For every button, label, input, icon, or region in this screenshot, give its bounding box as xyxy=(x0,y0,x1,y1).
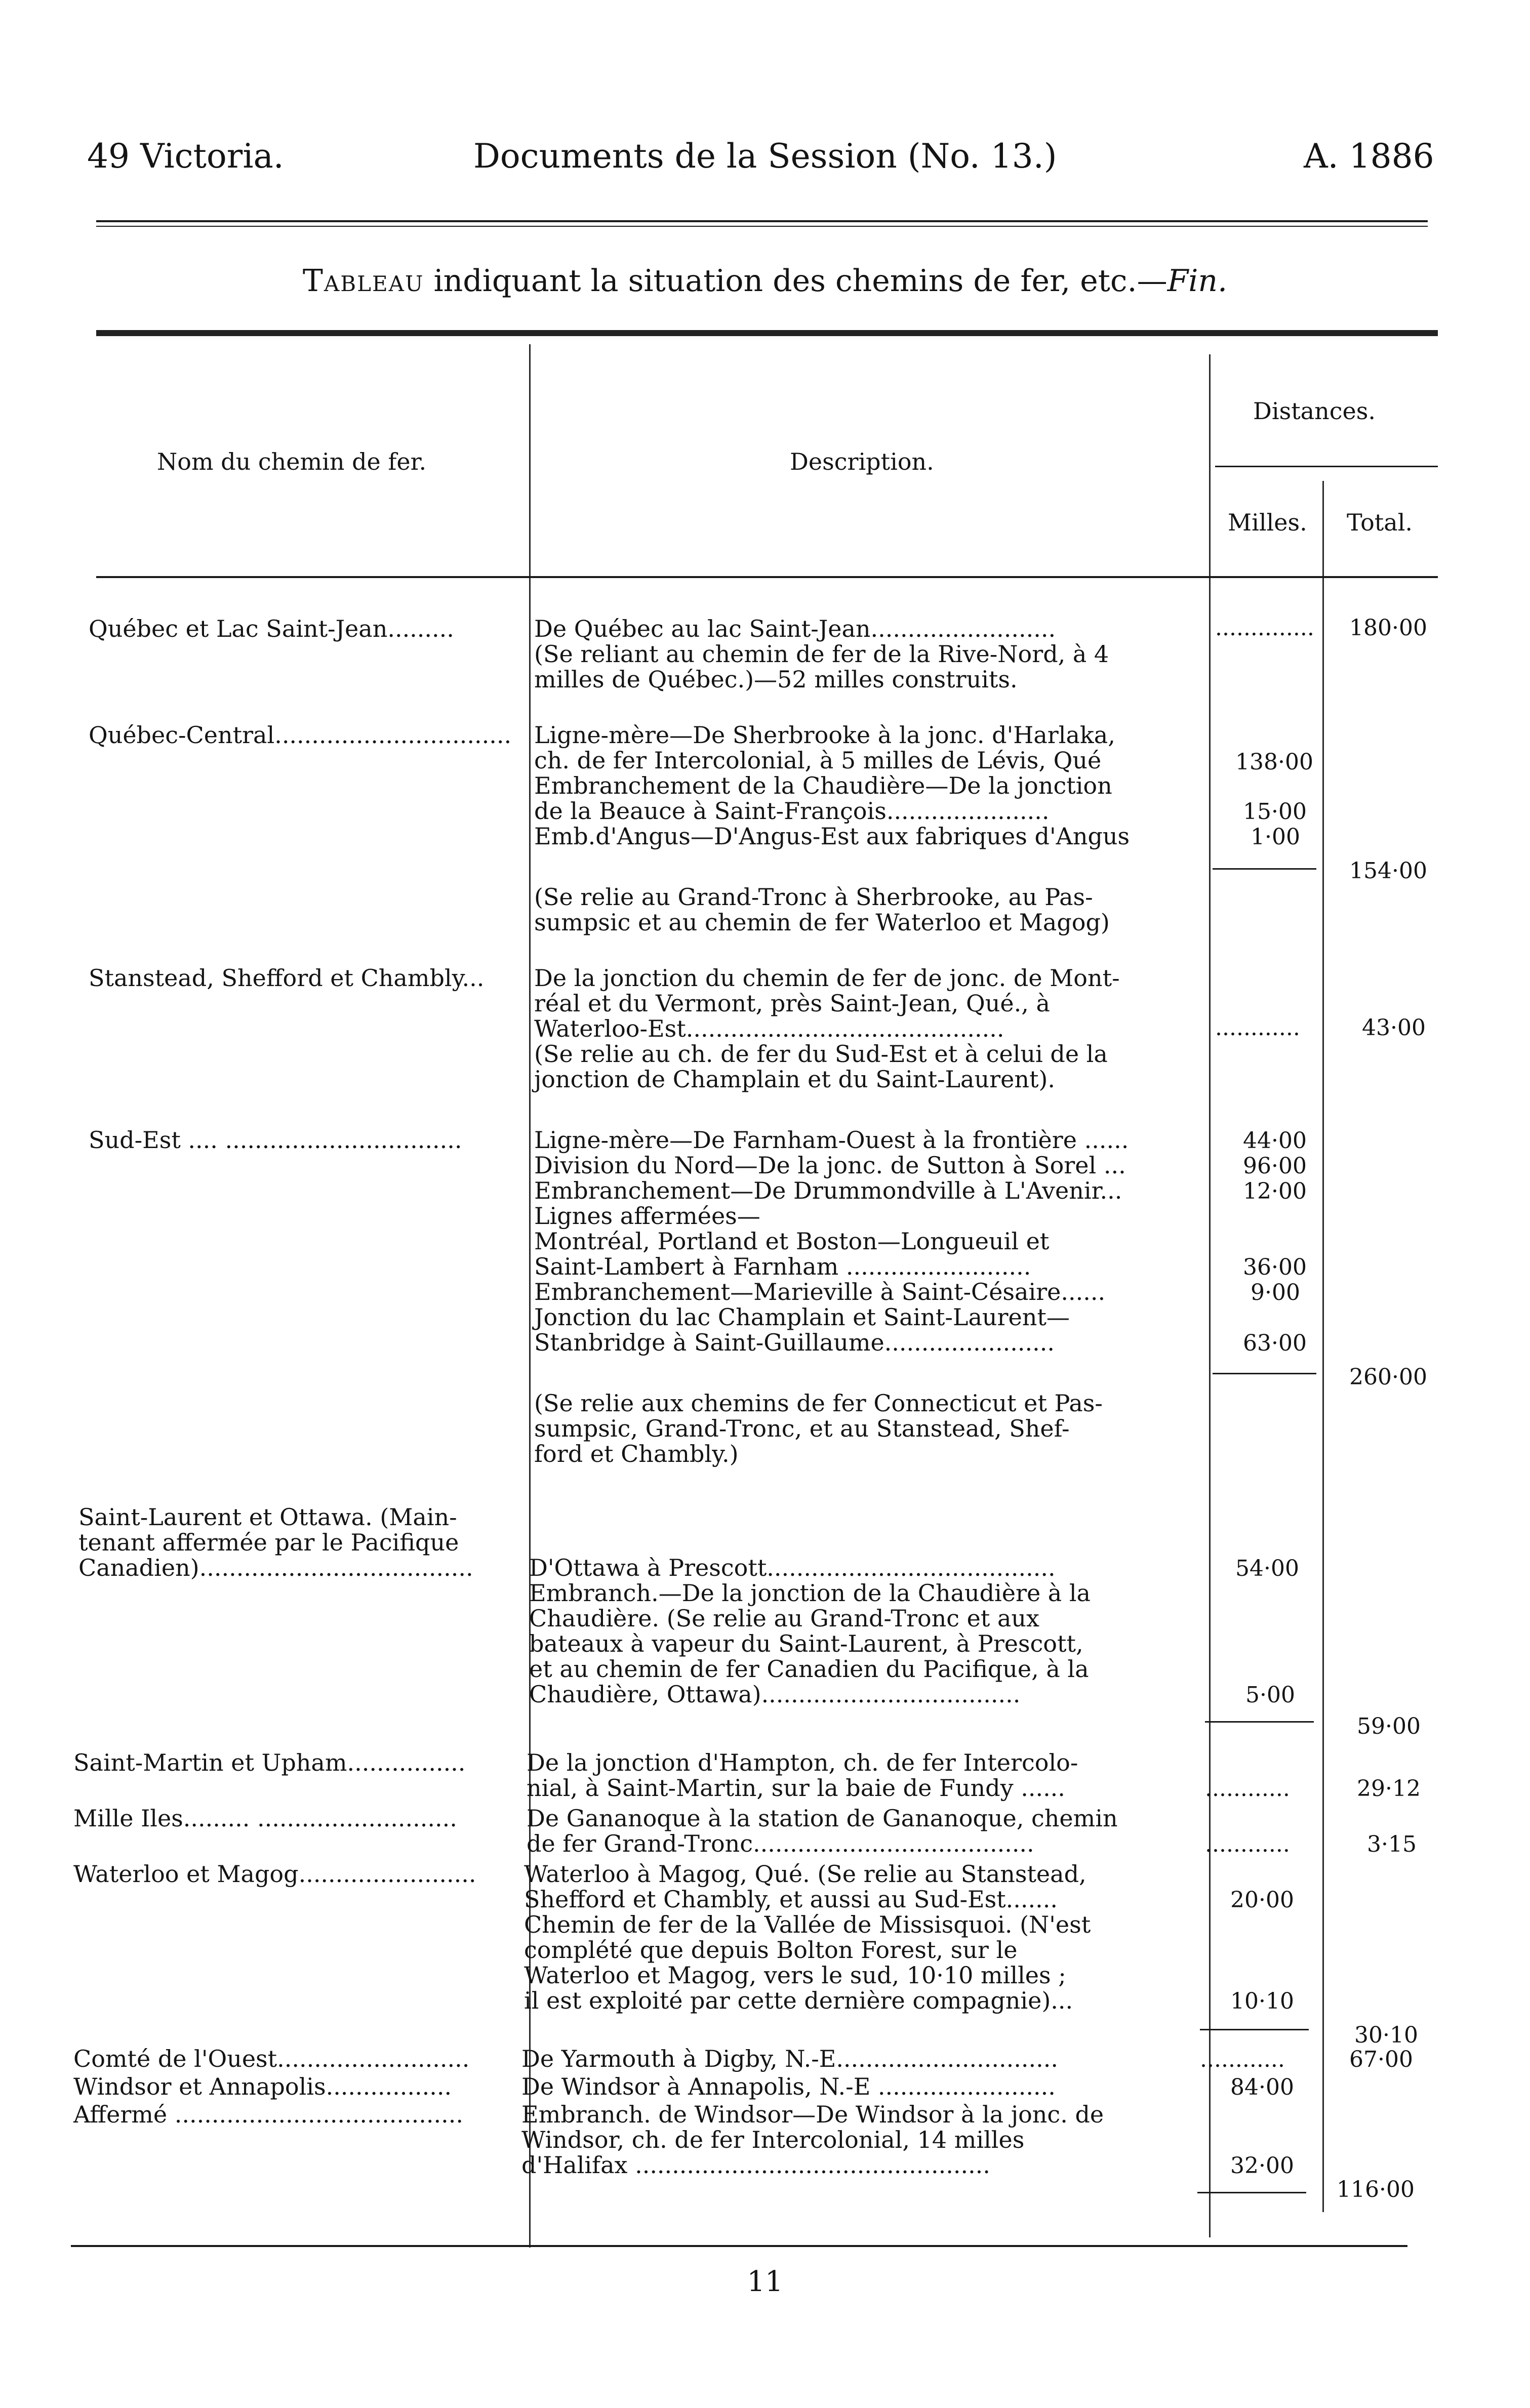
row-desc: De Windsor à Annapolis, N.-E ........................ xyxy=(521,2073,1056,2100)
row-desc: Lignes affermées— xyxy=(534,1202,760,1230)
row-milles: .............. xyxy=(1215,615,1314,641)
row-total: 30·10 xyxy=(1354,2022,1418,2048)
row-name: Mille Iles......... ........................... xyxy=(73,1805,457,1832)
row-desc: bateaux à vapeur du Saint-Laurent, à Prescott, xyxy=(529,1630,1083,1657)
row-desc: De Yarmouth à Digby, N.-E.............................. xyxy=(521,2045,1058,2072)
row-desc: (Se relie aux chemins de fer Connecticut et Pas- xyxy=(534,1390,1103,1417)
subtotal-rule xyxy=(1213,1373,1316,1374)
row-milles: 54·00 xyxy=(1235,1556,1299,1581)
row-desc: De Gananoque à la station de Gananoque, chemin xyxy=(527,1805,1118,1832)
row-milles: 20·00 xyxy=(1230,1887,1294,1913)
row-desc: jonction de Champlain et du Saint-Laurent). xyxy=(534,1066,1056,1093)
row-desc: Shefford et Chambly, et aussi au Sud-Est....... xyxy=(524,1886,1058,1913)
row-name: Saint-Martin et Upham................ xyxy=(73,1749,466,1776)
row-desc: D'Ottawa à Prescott....................................... xyxy=(529,1554,1056,1581)
row-milles: 44·00 xyxy=(1243,1128,1307,1154)
row-total: 3·15 xyxy=(1367,1831,1417,1857)
row-desc: Windsor, ch. de fer Intercolonial, 14 milles xyxy=(521,2126,1025,2153)
row-milles: 15·00 xyxy=(1243,799,1307,825)
row-name: Windsor et Annapolis................. xyxy=(73,2073,452,2100)
title-lead: Tableau xyxy=(302,263,424,299)
title-fin: Fin. xyxy=(1167,263,1228,299)
title-thick-rule xyxy=(96,330,1438,336)
row-name: Québec et Lac Saint-Jean......... xyxy=(89,615,454,642)
col-rule-2 xyxy=(1209,354,1211,2237)
subtotal-rule xyxy=(1197,2192,1306,2193)
row-milles: ............ xyxy=(1215,1015,1300,1041)
row-desc: (Se reliant au chemin de fer de la Rive-Nord, à 4 xyxy=(534,640,1109,668)
row-milles: 5·00 xyxy=(1245,1682,1295,1708)
row-desc: nial, à Saint-Martin, sur la baie de Fundy ...... xyxy=(527,1774,1065,1802)
row-desc: Chemin de fer de la Vallée de Missisquoi. (N'est xyxy=(524,1911,1091,1938)
row-desc: Division du Nord—De la jonc. de Sutton à Sorel ... xyxy=(534,1152,1126,1179)
subtotal-rule xyxy=(1205,1721,1314,1723)
row-desc: de la Beauce à Saint-François...................... xyxy=(534,797,1050,825)
row-desc: Jonction du lac Champlain et Saint-Laurent— xyxy=(534,1303,1070,1331)
row-desc: milles de Québec.)—52 milles construits. xyxy=(534,666,1018,693)
row-name: Canadien)..................................... xyxy=(78,1554,473,1581)
row-name: Affermé ....................................... xyxy=(73,2101,464,2128)
row-name: tenant affermée par le Pacifique xyxy=(78,1529,459,1556)
col-rule-3 xyxy=(1322,481,1324,2212)
row-desc: Ligne-mère—De Farnham-Ouest à la frontière ...... xyxy=(534,1126,1129,1154)
header-left: 49 Victoria. xyxy=(87,137,284,176)
row-desc: et au chemin de fer Canadien du Pacifique, à la xyxy=(529,1655,1089,1683)
row-desc: ch. de fer Intercolonial, à 5 milles de Lévis, Qué xyxy=(534,747,1102,774)
row-desc: Embranch. de Windsor—De Windsor à la jonc. de xyxy=(521,2101,1104,2128)
row-desc: (Se relie au ch. de fer du Sud-Est et à celui de la xyxy=(534,1040,1108,1068)
row-milles: 12·00 xyxy=(1243,1178,1307,1204)
row-milles: 63·00 xyxy=(1243,1330,1307,1356)
row-desc: de fer Grand-Tronc...................................... xyxy=(527,1830,1034,1857)
row-desc: Montréal, Portland et Boston—Longueuil et xyxy=(534,1228,1050,1255)
title-text: indiquant la situation des chemins de fer, etc.— xyxy=(433,263,1167,299)
subtotal-rule xyxy=(1213,868,1316,870)
row-total: 43·00 xyxy=(1362,1015,1426,1041)
row-milles: ............ xyxy=(1205,1831,1290,1857)
row-total: 59·00 xyxy=(1357,1713,1421,1739)
header-center: Documents de la Session (No. 13.) xyxy=(473,137,1057,176)
row-name: Stanstead, Shefford et Chambly... xyxy=(89,964,485,992)
row-milles: 32·00 xyxy=(1230,2153,1294,2179)
header-body-rule xyxy=(96,576,1438,578)
row-total: 29·12 xyxy=(1357,1776,1421,1802)
header-rule-bottom xyxy=(96,226,1428,227)
row-desc: d'Halifax ................................................ xyxy=(521,2151,990,2179)
row-total: 260·00 xyxy=(1349,1364,1427,1390)
row-desc: De la jonction du chemin de fer de jonc. de Mont- xyxy=(534,964,1120,992)
row-desc: De la jonction d'Hampton, ch. de fer Intercolo- xyxy=(527,1749,1078,1776)
row-name: Waterloo et Magog........................ xyxy=(73,1860,476,1888)
table-bottom-rule xyxy=(71,2245,1407,2247)
col-header-distances: Distances. xyxy=(1253,397,1376,425)
row-desc: Chaudière. (Se relie au Grand-Tronc et aux xyxy=(529,1605,1040,1632)
row-desc: (Se relie au Grand-Tronc à Sherbrooke, au Pas- xyxy=(534,883,1093,911)
distances-underline xyxy=(1215,466,1438,467)
row-desc: Stanbridge à Saint-Guillaume....................... xyxy=(534,1329,1055,1356)
row-milles: 1·00 xyxy=(1251,824,1300,850)
row-milles: 10·10 xyxy=(1230,1988,1294,2014)
row-milles: ............ xyxy=(1205,1776,1290,1802)
col-header-name: Nom du chemin de fer. xyxy=(157,448,427,475)
page-number: 11 xyxy=(747,2265,783,2298)
col-header-total: Total. xyxy=(1347,509,1413,536)
row-desc: Waterloo à Magog, Qué. (Se relie au Stanstead, xyxy=(524,1860,1086,1888)
row-total: 116·00 xyxy=(1337,2177,1415,2202)
row-total: 154·00 xyxy=(1349,858,1427,884)
row-desc: Waterloo-Est........................................... xyxy=(534,1015,1004,1042)
row-desc: complété que depuis Bolton Forest, sur le xyxy=(524,1936,1018,1964)
subtotal-rule xyxy=(1200,2029,1309,2030)
header-rule-top xyxy=(96,220,1428,222)
row-milles: 84·00 xyxy=(1230,2074,1294,2100)
row-desc: Chaudière, Ottawa)................................... xyxy=(529,1681,1021,1708)
row-milles: 36·00 xyxy=(1243,1254,1307,1280)
row-desc: sumpsic et au chemin de fer Waterloo et Magog) xyxy=(534,909,1110,936)
table-title xyxy=(0,263,1530,299)
row-total: 67·00 xyxy=(1349,2047,1413,2072)
row-desc: Embranch.—De la jonction de la Chaudière à la xyxy=(529,1579,1091,1607)
row-desc: Embranchement de la Chaudière—De la jonction xyxy=(534,772,1112,799)
row-milles: 96·00 xyxy=(1243,1153,1307,1179)
row-desc: De Québec au lac Saint-Jean......................... xyxy=(534,615,1056,642)
col-header-milles: Milles. xyxy=(1228,509,1307,536)
row-total: 180·00 xyxy=(1349,615,1427,641)
row-milles: 9·00 xyxy=(1251,1280,1300,1305)
row-desc: réal et du Vermont, près Saint-Jean, Qué., à xyxy=(534,990,1050,1017)
row-name: Saint-Laurent et Ottawa. (Main- xyxy=(78,1503,457,1531)
col-header-description: Description. xyxy=(790,448,934,475)
row-desc: Embranchement—Marieville à Saint-Césaire...... xyxy=(534,1278,1106,1305)
row-desc: Emb.d'Angus—D'Angus-Est aux fabriques d'Angus xyxy=(534,823,1130,850)
row-name: Québec-Central................................ xyxy=(89,721,512,749)
row-desc: Saint-Lambert à Farnham ......................... xyxy=(534,1253,1031,1280)
row-milles: 138·00 xyxy=(1235,749,1313,775)
row-name: Sud-Est .... ................................ xyxy=(89,1126,462,1154)
row-name: Comté de l'Ouest.......................... xyxy=(73,2045,470,2072)
row-desc: Embranchement—De Drummondville à L'Avenir... xyxy=(534,1177,1122,1204)
row-desc: il est exploité par cette dernière compagnie)... xyxy=(524,1987,1073,2014)
row-milles: ............ xyxy=(1200,2047,1285,2072)
header-right: A. 1886 xyxy=(1304,137,1434,176)
row-desc: ford et Chambly.) xyxy=(534,1440,739,1467)
row-desc: Ligne-mère—De Sherbrooke à la jonc. d'Harlaka, xyxy=(534,721,1115,749)
row-desc: sumpsic, Grand-Tronc, et au Stanstead, Shef- xyxy=(534,1415,1070,1442)
row-desc: Waterloo et Magog, vers le sud, 10·10 milles ; xyxy=(524,1962,1066,1989)
